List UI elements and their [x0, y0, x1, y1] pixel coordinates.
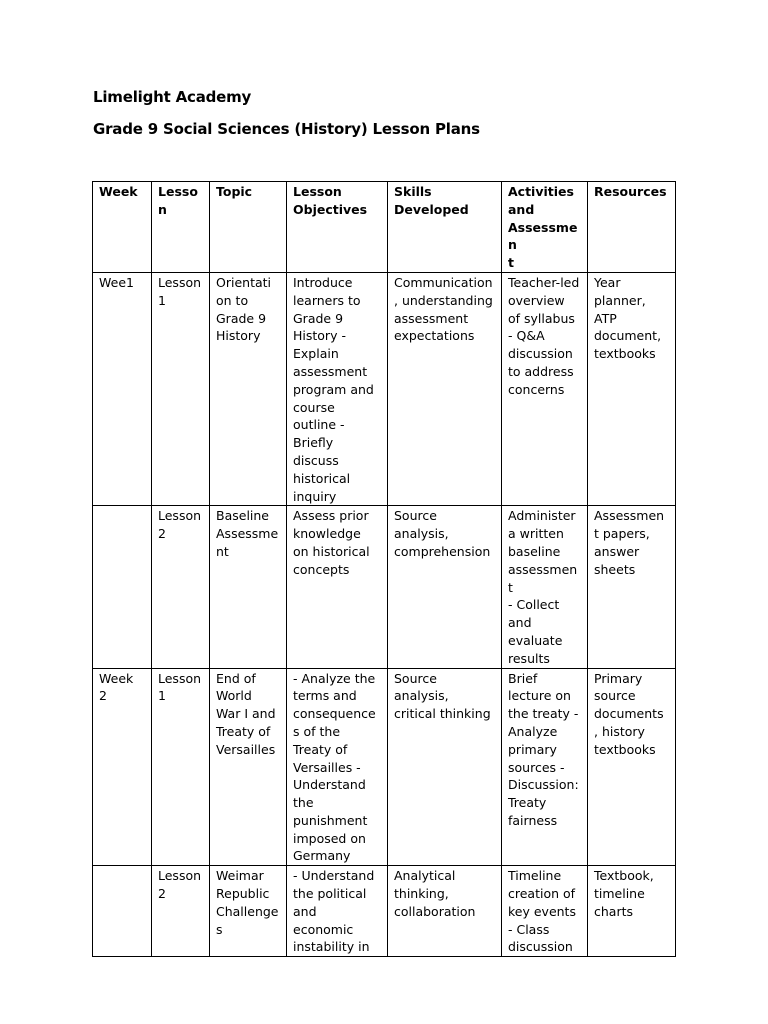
cell-resources-text: Textbook, timeline charts	[594, 868, 654, 919]
cell-topic-text: Orientati on to Grade 9 History	[216, 274, 271, 344]
table-header-row	[93, 182, 676, 273]
cell-skills	[388, 668, 502, 866]
cell-lesson	[152, 506, 210, 668]
cell-skills	[388, 272, 502, 505]
cell-activities-text: Brief lecture on the treaty - Analyze primary sources - Discussion: Treaty fairness	[508, 670, 579, 828]
header-topic-label: Topic	[216, 184, 253, 199]
cell-resources-text: Assessmen t papers, answer sheets	[594, 508, 665, 577]
cell-activities-text: Administer a written baseline assessment - Collect and evaluate results	[508, 508, 578, 666]
cell-objectives	[287, 866, 388, 957]
cell-objectives-text: Introduce learners to Grade 9 History - Explain assessment program and course outline - Briefly discuss historical inquiry	[293, 274, 374, 504]
cell-objectives	[287, 506, 388, 668]
cell-activities	[502, 506, 588, 668]
cell-topic	[210, 668, 287, 866]
table-row	[93, 272, 676, 505]
cell-skills-text: Analytical thinking, collaboration	[394, 868, 476, 919]
cell-week	[93, 506, 152, 668]
cell-skills	[388, 866, 502, 957]
cell-lesson-text: Lesson 2	[158, 508, 202, 542]
cell-lesson-text: Lesson 1	[158, 274, 202, 308]
cell-week-text: Week 2	[99, 670, 134, 704]
cell-topic	[210, 866, 287, 957]
cell-resources	[588, 866, 676, 957]
cell-topic-text: Baseline Assessme nt	[216, 508, 279, 559]
cell-resources	[588, 272, 676, 505]
cell-week	[93, 668, 152, 866]
header-skills	[388, 182, 502, 273]
cell-week	[93, 272, 152, 505]
cell-skills-text: Communication , understanding assessment expectations	[394, 274, 493, 344]
cell-resources-text: Primary source documents , history textbooks	[594, 670, 664, 757]
cell-activities	[502, 866, 588, 957]
header-activities-label: Activities and Assessmen t	[508, 184, 578, 271]
cell-objectives	[287, 272, 388, 505]
cell-skills-text: Source analysis, critical thinking	[394, 670, 491, 722]
header-resources	[588, 182, 676, 273]
cell-lesson	[152, 272, 210, 505]
cell-week-text: Wee1	[99, 274, 134, 290]
cell-lesson-text: Lesson 1	[158, 670, 202, 704]
cell-objectives	[287, 668, 388, 866]
header-week	[93, 182, 152, 273]
cell-resources	[588, 506, 676, 668]
cell-resources	[588, 668, 676, 866]
table-row	[93, 866, 676, 957]
cell-objectives-text: - Understand the political and economic instability in	[293, 868, 375, 955]
cell-activities	[502, 272, 588, 505]
cell-objectives-text: Assess prior knowledge on historical concepts	[293, 508, 370, 577]
cell-skills	[388, 506, 502, 668]
cell-lesson	[152, 866, 210, 957]
header-resources-label: Resources	[594, 184, 667, 199]
cell-week	[93, 866, 152, 957]
cell-activities	[502, 668, 588, 866]
cell-lesson-text: Lesson 2	[158, 868, 202, 902]
header-objectives-label: Lesson Objectives	[293, 184, 368, 217]
lesson-plan-table	[92, 181, 676, 957]
cell-topic-text: End of World War I and Treaty of Versailles	[216, 670, 276, 757]
cell-topic	[210, 506, 287, 668]
header-week-label: Week	[99, 184, 138, 199]
header-objectives	[287, 182, 388, 273]
cell-skills-text: Source analysis, comprehension	[394, 508, 491, 559]
cell-lesson	[152, 668, 210, 866]
header-topic	[210, 182, 287, 273]
cell-topic	[210, 272, 287, 505]
header-activities	[502, 182, 588, 273]
document-title: Grade 9 Social Sciences (History) Lesson Plans	[93, 120, 480, 138]
cell-objectives-text: - Analyze the terms and consequence s of the Treaty of Versailles - Understand the punishment imposed on Germany	[293, 670, 376, 864]
table-row	[93, 506, 676, 668]
school-name: Limelight Academy	[93, 88, 252, 106]
header-lesson	[152, 182, 210, 273]
header-lesson-label: Lesson	[158, 184, 198, 217]
cell-activities-text: Timeline creation of key events - Class discussion	[508, 868, 576, 955]
table-row	[93, 668, 676, 866]
cell-topic-text: Weimar Republic Challenge s	[216, 868, 279, 937]
cell-resources-text: Year planner, ATP document, textbooks	[594, 274, 662, 362]
cell-activities-text: Teacher-led overview of syllabus - Q&A discussion to address concerns	[508, 274, 580, 397]
header-skills-label: Skills Developed	[394, 184, 469, 217]
